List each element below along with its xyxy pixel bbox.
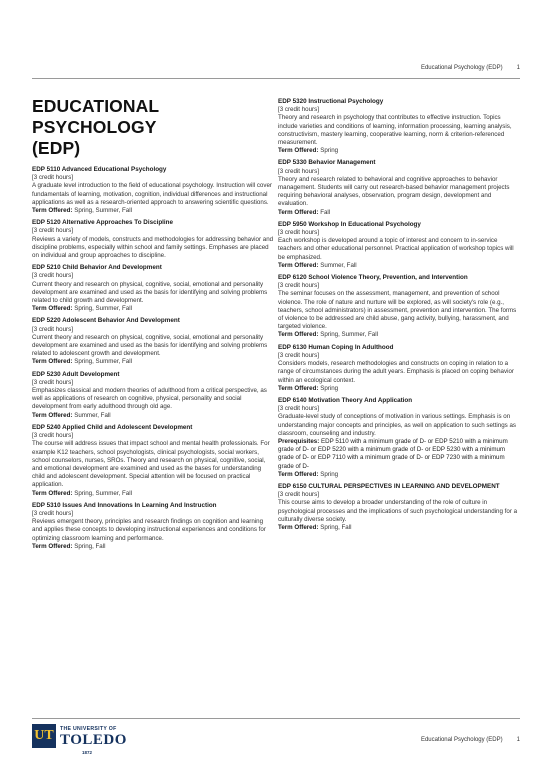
course-entry — [32, 502, 274, 551]
left-column — [32, 90, 274, 555]
term-offered — [32, 412, 274, 420]
course-entry — [32, 219, 274, 260]
term-offered-label: Term Offered: — [278, 470, 319, 478]
page-header — [421, 65, 520, 71]
university-logo — [32, 724, 142, 766]
term-offered-label: Term Offered: — [32, 489, 73, 497]
term-offered-value: Spring, Summer, Fall — [74, 358, 132, 366]
term-offered-value: Spring — [320, 147, 339, 155]
footer-page-number: 1 — [516, 737, 520, 743]
course-entry — [32, 166, 274, 215]
header-running-title: Educational Psychology (EDP) — [420, 65, 503, 71]
header-rule — [32, 78, 520, 79]
footer-rule — [32, 718, 520, 719]
term-offered-value: Spring, Summer, Fall — [320, 331, 378, 339]
course-hours: [3 credit hours] — [278, 405, 319, 413]
term-offered-value: Spring, Summer, Fall — [74, 207, 132, 215]
course-hours: [3 credit hours] — [278, 106, 319, 114]
course-title: EDP 5120 Alternative Approaches To Discipline — [32, 219, 174, 227]
course-description: Current theory and research on physical, cognitive, social, emotional and personality development are examined and used as the basis for identifying and solving problems related to child growth and development. — [32, 280, 268, 305]
term-offered — [278, 262, 518, 270]
course-hours: [3 credit hours] — [32, 227, 73, 235]
term-offered-label: Term Offered: — [32, 305, 73, 313]
course-hours: [3 credit hours] — [32, 378, 73, 386]
right-course-list — [278, 98, 518, 532]
term-offered-label: Term Offered: — [278, 523, 319, 531]
term-offered — [278, 331, 518, 339]
course-title: EDP 5320 Instructional Psychology — [278, 98, 384, 105]
course-hours: [3 credit hours] — [278, 167, 319, 175]
term-offered-value: Spring, Summer, Fall — [74, 305, 132, 313]
course-hours: [3 credit hours] — [32, 509, 73, 517]
term-offered-value: Spring, Fall — [74, 542, 106, 550]
course-hours: [3 credit hours] — [32, 174, 73, 182]
logo-year: 1872 — [82, 750, 93, 755]
course-entry — [278, 274, 518, 340]
logo-line1: THE UNIVERSITY OF — [60, 726, 117, 732]
term-offered-label: Term Offered: — [278, 147, 319, 155]
course-title: EDP 5310 Issues And Innovations In Learning And Instruction — [32, 501, 217, 509]
course-description: Current theory and research on physical, cognitive, social, emotional and personality development are examined and used as the basis for identifying and solving problems related to adolescent growth and development. — [32, 333, 268, 358]
page-title-line1: EDUCATIONAL PSYCHOLOGY — [32, 96, 159, 137]
course-hours: [3 credit hours] — [278, 282, 319, 290]
term-offered-label: Term Offered: — [32, 358, 73, 366]
course-description: Reviews emergent theory, principles and research findings on cognition and learning and applies these concepts to developing instructional experiences and conditions for optimizing classroom learning and performance. — [32, 518, 266, 542]
course-title: EDP 5240 Applied Child and Adolescent Development — [32, 423, 193, 431]
course-description: Considers models, research methodologies and constructs on coping in relation to a range of circumstances during the adult years. Emphasis is placed on coping behavior within an ecological context. — [278, 360, 514, 384]
course-entry — [278, 483, 518, 532]
course-entry — [278, 344, 518, 393]
course-title: EDP 5220 Adolescent Behavior And Development — [32, 317, 180, 325]
course-title: EDP 6130 Human Coping In Adulthood — [278, 343, 394, 351]
term-offered-label: Term Offered: — [278, 208, 319, 216]
prerequisites-label: Prerequisites: — [278, 437, 320, 445]
course-description: Theory and research in psychology that contributes to effective instruction. Topics include varieties and conditions of learning, information processing, learning analysis, constructivism, mastery learning, cooperative learning, norm & criterion-referenced measurement. — [278, 114, 512, 147]
course-description: The seminar focuses on the assessment, management, and prevention of school violence. The role of nature and nurture will be explored, as will society's role (e.g., teachers, school administrators) in assessment, prevention and intervention. The forms of violence to be addressed are child abuse, gang activity, bullying, harassment, and targeted violence. — [278, 290, 517, 331]
course-hours: [3 credit hours] — [32, 325, 73, 333]
page-title-line2: (EDP) — [32, 138, 81, 158]
term-offered-value: Spring, Fall — [320, 523, 352, 531]
course-hours: [3 credit hours] — [32, 432, 73, 440]
page-footer — [421, 737, 520, 743]
course-hours: [3 credit hours] — [32, 272, 73, 280]
course-description: The course will address issues that impact school and mental health professionals. For example K12 teachers, school psychologists, clinical psychologists, social workers, school counselors, nurses, SROs. Theory and research on physical, cognitive, social, and emotional development are examined and used as the bases for understanding child and adolescent development. Special attention will be focused on practical application. — [32, 440, 270, 489]
footer-running-title: Educational Psychology (EDP) — [420, 737, 503, 743]
course-entry — [278, 221, 518, 270]
course-entry — [278, 397, 518, 479]
term-offered-label: Term Offered: — [278, 331, 319, 339]
right-column — [278, 98, 518, 536]
course-title: EDP 5110 Advanced Educational Psychology — [32, 166, 167, 173]
page-title — [32, 96, 274, 159]
term-offered-value: Spring, Summer, Fall — [74, 489, 132, 497]
course-title: EDP 5330 Behavior Management — [278, 159, 376, 167]
term-offered-label: Term Offered: — [32, 542, 73, 550]
course-title: EDP 6140 Motivation Theory And Application — [278, 396, 413, 404]
course-title: EDP 5210 Child Behavior And Development — [32, 264, 162, 272]
term-offered-label: Term Offered: — [278, 261, 319, 269]
course-entry — [32, 317, 274, 366]
course-title: EDP 5950 Workshop In Educational Psychology — [278, 220, 421, 228]
left-course-list — [32, 166, 274, 551]
term-offered-value: Spring — [320, 470, 339, 478]
term-offered — [32, 305, 274, 313]
course-hours: [3 credit hours] — [278, 491, 319, 499]
term-offered — [278, 209, 518, 217]
term-offered-value: Summer, Fall — [320, 261, 357, 269]
course-title: EDP 5230 Adult Development — [32, 370, 120, 378]
course-entry — [32, 371, 274, 420]
prerequisites-value: EDP 5110 with a minimum grade of D- or EDP 5210 with a minimum grade of D- or EDP 5220 with a minimum grade of D- or EDP 5230 with a minimum grade of D- or EDP 7110 with a minimum grade of D- or EDP 7230 with a minimum grade of D- — [278, 437, 508, 470]
term-offered — [278, 147, 518, 155]
course-description: Emphasizes classical and modern theories of adulthood from a critical perspective, as well as applications of research on cognitive, physical, personality and social development from early adulthood through old age. — [32, 387, 267, 411]
course-description: This course aims to develop a broader understanding of the role of culture in psychological processes and the implications of such psychological understanding for a culturally diverse society. — [278, 499, 518, 523]
course-hours: [3 credit hours] — [278, 229, 319, 237]
term-offered-label: Term Offered: — [278, 384, 319, 392]
course-entry — [278, 159, 518, 216]
course-title: EDP 6150 CULTURAL PERSPECTIVES IN LEARNING AND DEVELOPMENT — [278, 482, 500, 490]
course-entry — [278, 98, 518, 155]
term-offered — [32, 207, 274, 215]
term-offered-label: Term Offered: — [32, 411, 73, 419]
term-offered — [32, 358, 274, 366]
term-offered — [278, 524, 518, 532]
header-page-number: 1 — [516, 65, 520, 71]
course-hours: [3 credit hours] — [278, 351, 319, 359]
course-entry — [32, 264, 274, 313]
term-offered — [32, 543, 274, 551]
term-offered-value: Spring — [320, 384, 339, 392]
logo-line2: TOLEDO — [60, 732, 127, 748]
term-offered-label: Term Offered: — [32, 207, 73, 215]
term-offered-value: Fall — [320, 208, 331, 216]
ut-mark-icon: UT — [32, 724, 56, 748]
term-offered — [32, 490, 274, 498]
term-offered — [278, 471, 518, 479]
prerequisites — [278, 438, 518, 471]
term-offered-value: Summer, Fall — [74, 411, 111, 419]
course-description: Theory and research related to behavioral and cognitive approaches to behavior management. Students will carry out research-based behavior management projects requiring behavioral analyses, observation, program design, development and evaluation. — [278, 175, 510, 208]
course-description: A graduate level introduction to the field of educational psychology. Instruction will cover fundamentals of learning, motivation, cognition, individual differences and instructional applications as well as a research-oriented approach to answering scientific questions. — [32, 182, 272, 206]
term-offered — [278, 385, 518, 393]
course-description: Graduate-level study of conceptions of motivation in various settings. Emphasis is on understanding major concepts and principles, as well on application to such settings as classroom, counseling and industry. — [278, 413, 517, 437]
course-description: Reviews a variety of models, constructs and methodologies for addressing behavior and discipline problems, especially within school and family settings. Emphases are placed on individual and group approaches to discipline. — [32, 235, 274, 260]
course-description: Each workshop is developed around a topic of interest and concern to in-service teachers and other educational personnel. Practical application of workshop topics will be emphasized. — [278, 237, 514, 261]
course-entry — [32, 424, 274, 498]
course-title: EDP 6120 School Violence Theory, Prevention, and Intervention — [278, 274, 468, 282]
